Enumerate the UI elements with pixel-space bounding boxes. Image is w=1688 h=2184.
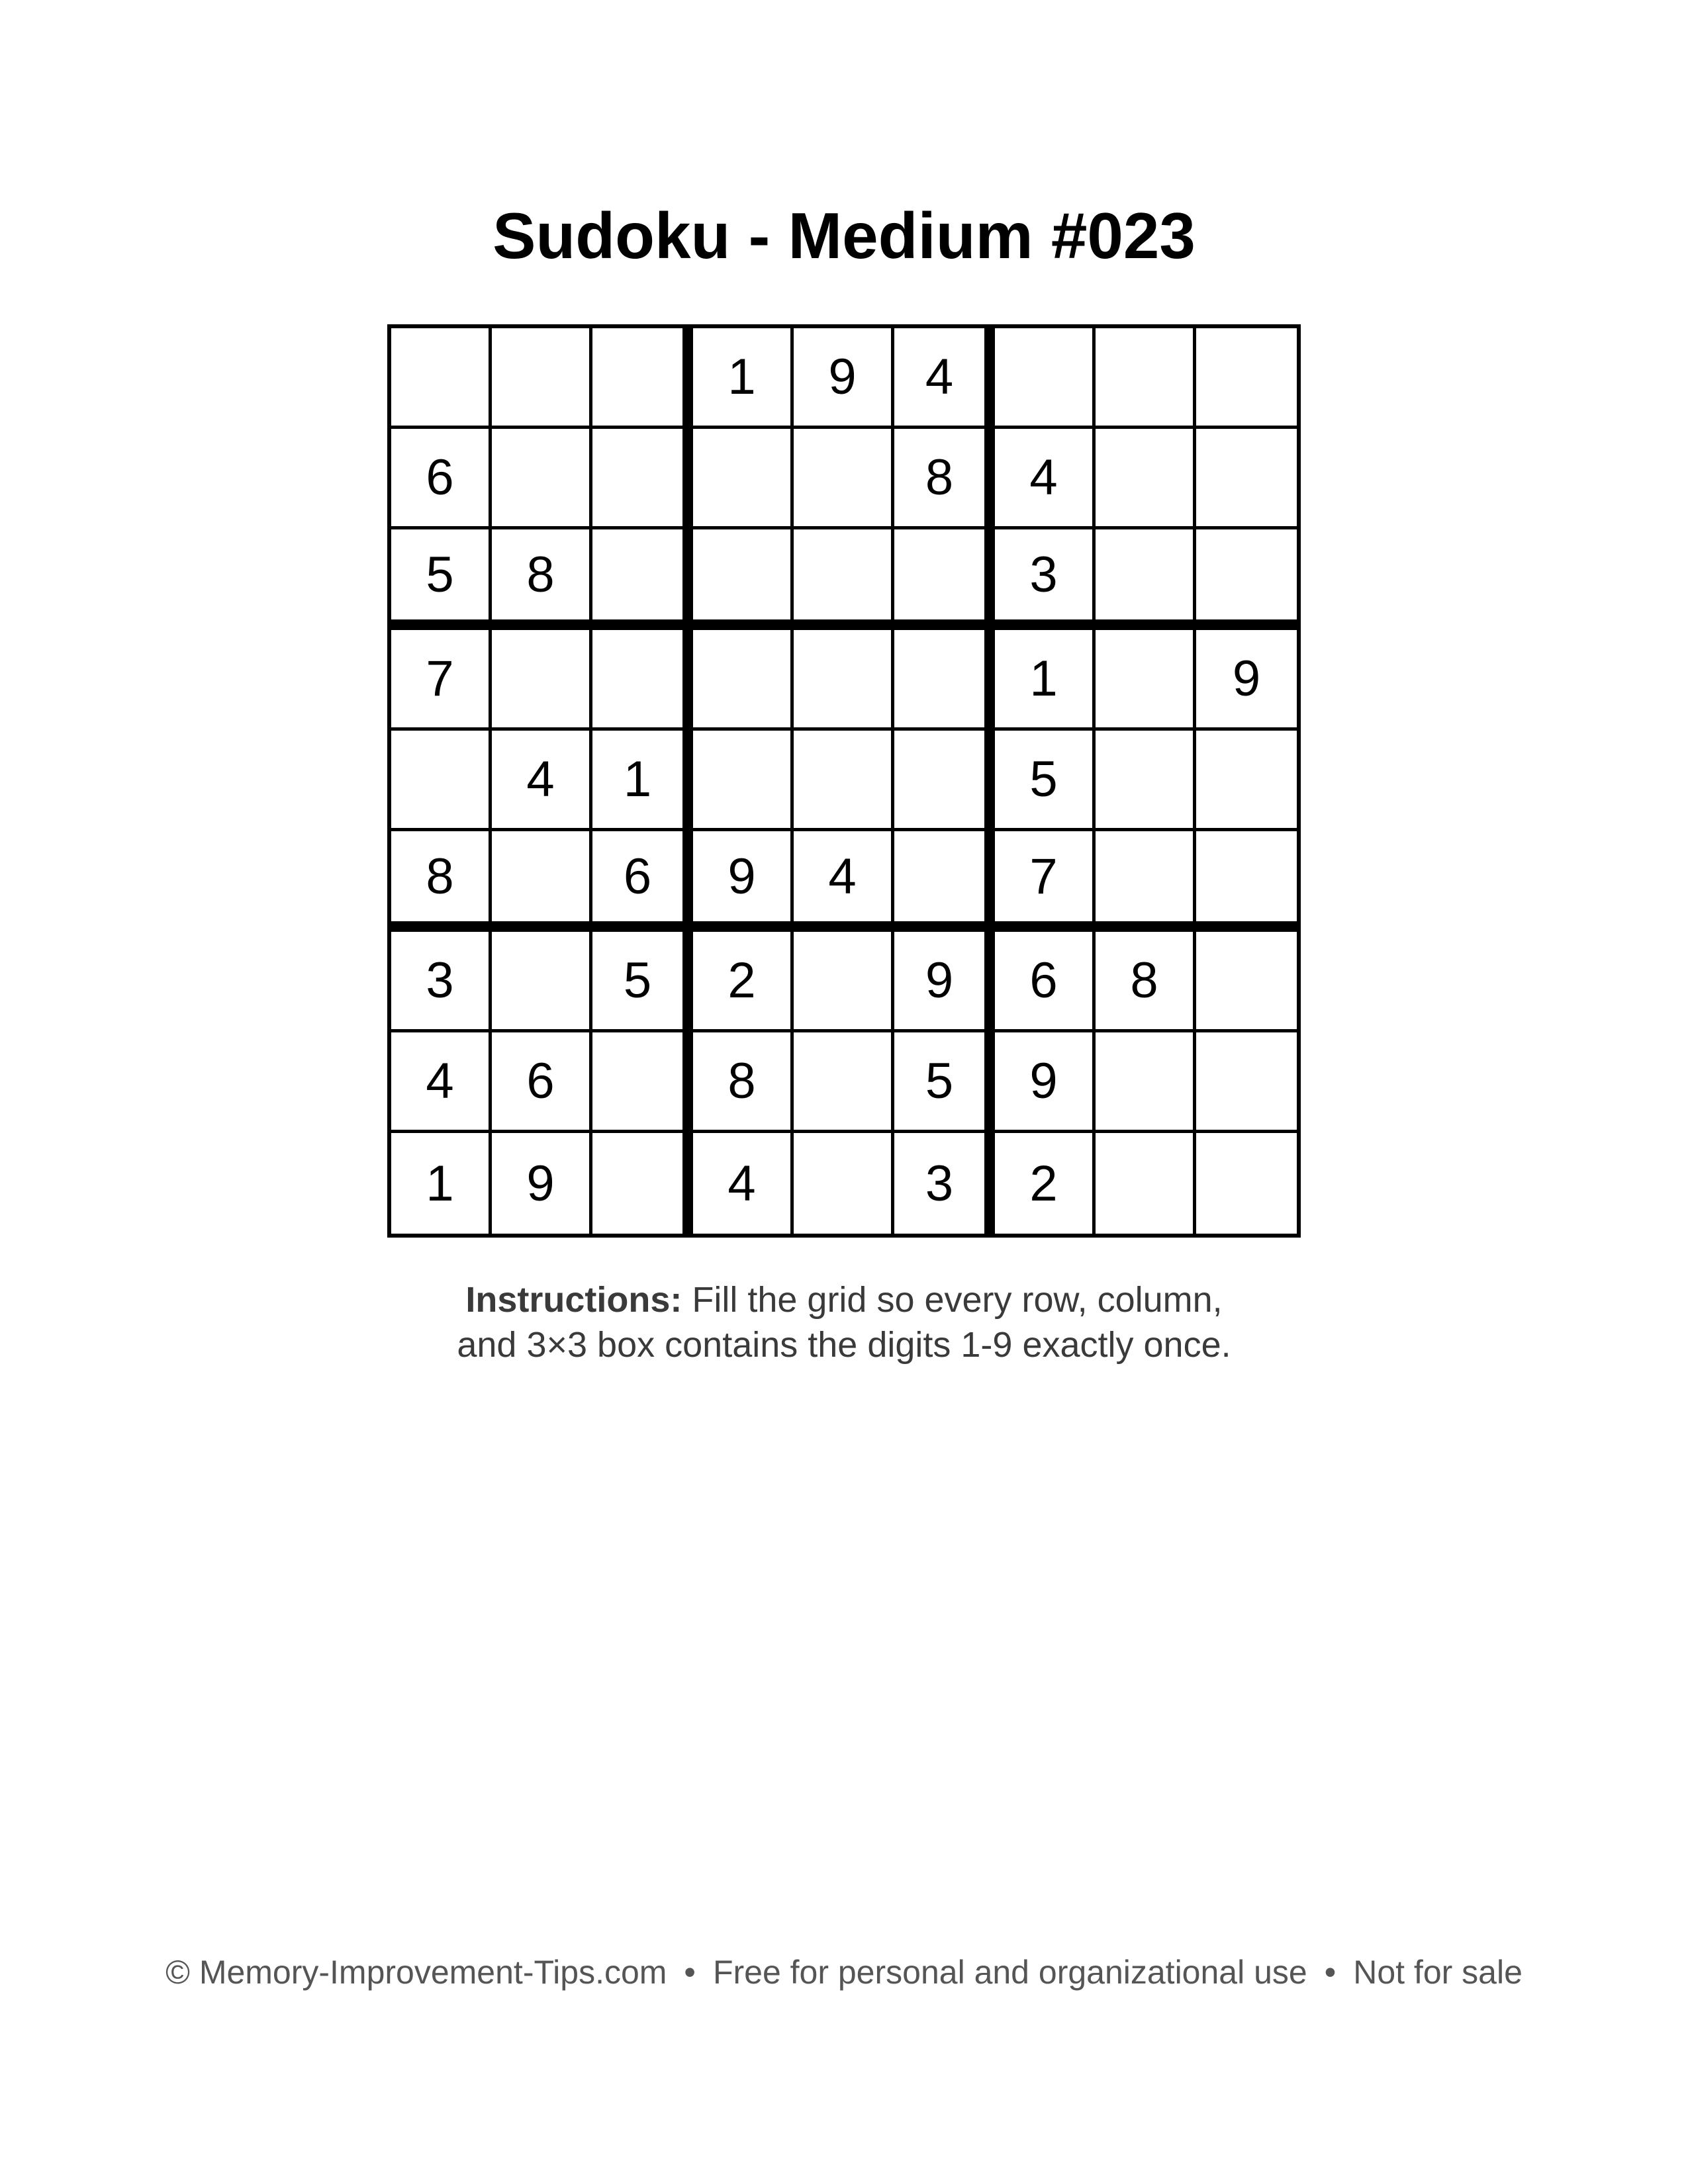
sudoku-cell-given[interactable]: 9	[693, 831, 794, 932]
sudoku-cell-given[interactable]: 4	[492, 731, 592, 831]
footer-copyright: © Memory-Improvement-Tips.com	[165, 1954, 667, 1991]
sudoku-cell-empty[interactable]	[492, 831, 592, 932]
sudoku-cell-empty[interactable]	[794, 630, 894, 731]
sudoku-cell-empty[interactable]	[693, 529, 794, 630]
sudoku-cell-empty[interactable]	[1196, 731, 1297, 831]
sudoku-cell-given[interactable]: 4	[391, 1032, 492, 1133]
sudoku-cell-empty[interactable]	[894, 831, 995, 932]
footer-separator-1: •	[684, 1954, 696, 1991]
sudoku-cell-given[interactable]: 6	[592, 831, 693, 932]
instructions-text-1: Fill the grid so every row, column,	[692, 1280, 1223, 1320]
sudoku-cell-empty[interactable]	[1096, 328, 1196, 429]
sudoku-cell-given[interactable]: 8	[693, 1032, 794, 1133]
sudoku-cell-given[interactable]: 1	[592, 731, 693, 831]
sudoku-cell-empty[interactable]	[794, 731, 894, 831]
sudoku-cell-empty[interactable]	[894, 630, 995, 731]
instructions-label: Instructions:	[465, 1280, 682, 1320]
sudoku-cell-given[interactable]: 1	[693, 328, 794, 429]
sudoku-cell-empty[interactable]	[1096, 429, 1196, 529]
sudoku-cell-given[interactable]: 1	[391, 1133, 492, 1234]
sudoku-cell-empty[interactable]	[995, 328, 1096, 429]
sudoku-cell-empty[interactable]	[1096, 1032, 1196, 1133]
sudoku-cell-empty[interactable]	[693, 429, 794, 529]
sudoku-cell-given[interactable]: 5	[592, 932, 693, 1032]
sudoku-cell-given[interactable]: 8	[1096, 932, 1196, 1032]
sudoku-cell-empty[interactable]	[592, 529, 693, 630]
sudoku-cell-empty[interactable]	[693, 731, 794, 831]
sudoku-cell-empty[interactable]	[391, 328, 492, 429]
sudoku-cell-given[interactable]: 8	[894, 429, 995, 529]
sudoku-cell-given[interactable]: 4	[995, 429, 1096, 529]
instructions-line-1	[0, 1277, 1688, 1322]
footer-usage: Free for personal and organizational use	[712, 1954, 1307, 1991]
sudoku-cell-empty[interactable]	[1096, 630, 1196, 731]
instructions-text-2: and 3×3 box contains the digits 1-9 exactly once.	[457, 1325, 1231, 1365]
sudoku-cell-given[interactable]: 3	[391, 932, 492, 1032]
sudoku-cell-given[interactable]: 9	[1196, 630, 1297, 731]
sudoku-cell-given[interactable]: 6	[492, 1032, 592, 1133]
sudoku-cell-empty[interactable]	[693, 630, 794, 731]
sudoku-cell-empty[interactable]	[492, 429, 592, 529]
footer-sale: Not for sale	[1353, 1954, 1523, 1991]
sudoku-cell-given[interactable]: 8	[492, 529, 592, 630]
sudoku-cell-given[interactable]: 9	[492, 1133, 592, 1234]
sudoku-cell-given[interactable]: 3	[995, 529, 1096, 630]
sudoku-cell-empty[interactable]	[492, 328, 592, 429]
sudoku-cell-empty[interactable]	[1196, 831, 1297, 932]
sudoku-cell-given[interactable]: 4	[693, 1133, 794, 1234]
footer	[0, 1951, 1688, 1993]
sudoku-cell-empty[interactable]	[794, 932, 894, 1032]
sudoku-cell-empty[interactable]	[1196, 932, 1297, 1032]
sudoku-cell-empty[interactable]	[894, 731, 995, 831]
sudoku-cell-given[interactable]: 3	[894, 1133, 995, 1234]
sudoku-cell-empty[interactable]	[1096, 529, 1196, 630]
sudoku-cell-given[interactable]: 5	[995, 731, 1096, 831]
sudoku-cell-empty[interactable]	[592, 630, 693, 731]
sudoku-cell-given[interactable]: 2	[693, 932, 794, 1032]
sudoku-cell-given[interactable]: 7	[391, 630, 492, 731]
sudoku-cell-empty[interactable]	[1196, 1133, 1297, 1234]
sudoku-cell-given[interactable]: 8	[391, 831, 492, 932]
sudoku-cell-empty[interactable]	[592, 429, 693, 529]
sudoku-cell-given[interactable]: 6	[391, 429, 492, 529]
sudoku-cell-empty[interactable]	[894, 529, 995, 630]
sudoku-cell-given[interactable]: 5	[894, 1032, 995, 1133]
sudoku-cell-empty[interactable]	[1096, 1133, 1196, 1234]
sudoku-cell-empty[interactable]	[492, 932, 592, 1032]
sudoku-cell-empty[interactable]	[391, 731, 492, 831]
sudoku-cell-empty[interactable]	[592, 1032, 693, 1133]
sudoku-grid	[387, 324, 1301, 1238]
sudoku-cell-empty[interactable]	[1196, 1032, 1297, 1133]
sudoku-cell-given[interactable]: 4	[794, 831, 894, 932]
sudoku-cell-empty[interactable]	[1096, 731, 1196, 831]
sudoku-cell-given[interactable]: 5	[391, 529, 492, 630]
sudoku-cell-empty[interactable]	[1196, 529, 1297, 630]
sudoku-cell-empty[interactable]	[794, 529, 894, 630]
sudoku-cell-empty[interactable]	[794, 1133, 894, 1234]
sudoku-cell-given[interactable]: 2	[995, 1133, 1096, 1234]
sudoku-cell-given[interactable]: 7	[995, 831, 1096, 932]
sudoku-cell-empty[interactable]	[1096, 831, 1196, 932]
sudoku-cell-empty[interactable]	[1196, 328, 1297, 429]
sudoku-cell-given[interactable]: 9	[995, 1032, 1096, 1133]
sudoku-cell-given[interactable]: 1	[995, 630, 1096, 731]
sudoku-cell-empty[interactable]	[492, 630, 592, 731]
sudoku-cell-given[interactable]: 9	[894, 932, 995, 1032]
sudoku-cell-empty[interactable]	[592, 1133, 693, 1234]
sudoku-cell-given[interactable]: 9	[794, 328, 894, 429]
sudoku-cell-empty[interactable]	[794, 1032, 894, 1133]
instructions	[0, 1277, 1688, 1367]
footer-separator-2: •	[1324, 1954, 1336, 1991]
sudoku-cell-given[interactable]: 6	[995, 932, 1096, 1032]
sudoku-cell-given[interactable]: 4	[894, 328, 995, 429]
sudoku-cell-empty[interactable]	[592, 328, 693, 429]
sudoku-cell-empty[interactable]	[794, 429, 894, 529]
sudoku-cell-empty[interactable]	[1196, 429, 1297, 529]
page-title: Sudoku - Medium #023	[492, 199, 1196, 272]
